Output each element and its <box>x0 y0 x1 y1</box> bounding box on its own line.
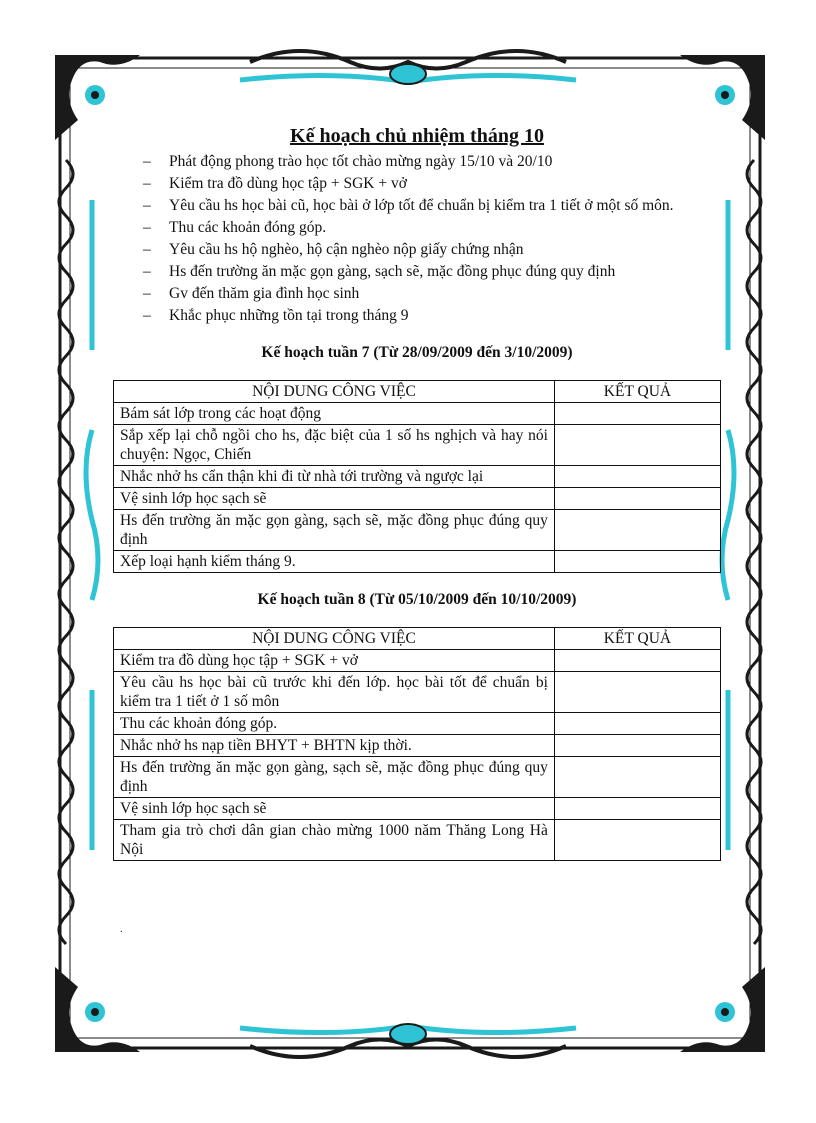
table-row <box>114 403 721 425</box>
task-cell: Kiểm tra đồ dùng học tập + SGK + vở <box>114 650 555 672</box>
list-item-text: Yêu cầu hs học bài cũ, học bài ở lớp tốt để chuẩn bị kiểm tra 1 tiết ở một số môn. <box>169 197 674 214</box>
result-cell <box>554 425 720 466</box>
list-item-text: Thu các khoản đóng góp. <box>169 219 327 236</box>
task-cell: Hs đến trường ăn mặc gọn gàng, sạch sẽ, mặc đồng phục đúng quy định <box>114 757 555 798</box>
table-row <box>114 757 721 798</box>
table-row <box>114 551 721 573</box>
result-cell <box>554 403 720 425</box>
task-cell: Vệ sinh lớp học sạch sẽ <box>114 488 555 510</box>
table-row <box>114 650 721 672</box>
bullet-dash: – <box>143 241 151 258</box>
result-cell <box>554 672 720 713</box>
bullet-dash: – <box>143 175 151 192</box>
table-header-row <box>114 628 721 650</box>
result-cell <box>554 488 720 510</box>
bullet-dash: – <box>143 153 151 170</box>
task-cell: Tham gia trò chơi dân gian chào mừng 1000 năm Thăng Long Hà Nội <box>114 820 555 861</box>
result-cell <box>554 713 720 735</box>
bullet-dash: – <box>143 197 151 214</box>
table-row <box>114 820 721 861</box>
list-item <box>112 284 722 304</box>
column-header-task: NỘI DUNG CÔNG VIỆC <box>114 628 555 650</box>
table-row <box>114 672 721 713</box>
task-cell: Vệ sinh lớp học sạch sẽ <box>114 798 555 820</box>
column-header-result: KẾT QUẢ <box>554 628 720 650</box>
bullet-dash: – <box>143 285 151 302</box>
list-item-text: Yêu cầu hs hộ nghèo, hộ cận nghèo nộp giấy chứng nhận <box>169 241 524 258</box>
week8-table <box>113 627 721 861</box>
corner-ornament-bottom-left <box>55 967 140 1052</box>
week7-heading: Kế hoạch tuần 7 (Từ 28/09/2009 đến 3/10/2009) <box>261 344 573 361</box>
list-item <box>112 174 722 194</box>
result-cell <box>554 757 720 798</box>
table-row <box>114 488 721 510</box>
bottom-center-ornament <box>240 1024 576 1057</box>
task-cell: Nhắc nhở hs cẩn thận khi đi từ nhà tới trường và ngược lại <box>114 466 555 488</box>
list-item <box>112 218 722 238</box>
week8-heading: Kế hoạch tuần 8 (Từ 05/10/2009 đến 10/10/2009) <box>257 591 577 608</box>
result-cell <box>554 510 720 551</box>
result-cell <box>554 820 720 861</box>
monthly-plan-list <box>112 152 722 326</box>
list-item <box>112 152 722 172</box>
table-row <box>114 798 721 820</box>
table-row <box>114 425 721 466</box>
list-item-text: Hs đến trường ăn mặc gọn gàng, sạch sẽ, mặc đồng phục đúng quy định <box>169 263 616 280</box>
table-row <box>114 713 721 735</box>
bullet-dash: – <box>143 307 151 324</box>
document-body <box>112 122 722 861</box>
result-cell <box>554 735 720 757</box>
table-header-row <box>114 381 721 403</box>
task-cell: Sắp xếp lại chỗ ngồi cho hs, đặc biệt của 1 số hs nghịch và hay nói chuyện: Ngọc, Chiến <box>114 425 555 466</box>
table-row <box>114 510 721 551</box>
week7-table <box>113 380 721 573</box>
list-item-text: Gv đến thăm gia đình học sinh <box>169 285 360 302</box>
task-cell: Xếp loại hạnh kiểm tháng 9. <box>114 551 555 573</box>
footer-mark: . <box>120 924 123 935</box>
result-cell <box>554 551 720 573</box>
task-cell: Hs đến trường ăn mặc gọn gàng, sạch sẽ, mặc đồng phục đúng quy định <box>114 510 555 551</box>
task-cell: Bám sát lớp trong các hoạt động <box>114 403 555 425</box>
list-item-text: Phát động phong trào học tốt chào mừng ngày 15/10 và 20/10 <box>169 153 553 170</box>
bullet-dash: – <box>143 219 151 236</box>
list-item-text: Kiểm tra đồ dùng học tập + SGK + vở <box>169 175 407 192</box>
page-title: Kế hoạch chủ nhiệm tháng 10 <box>290 125 544 147</box>
task-cell: Thu các khoản đóng góp. <box>114 713 555 735</box>
list-item <box>112 240 722 260</box>
list-item-text: Khắc phục những tồn tại trong tháng 9 <box>169 307 409 324</box>
table-row <box>114 735 721 757</box>
column-header-result: KẾT QUẢ <box>554 381 720 403</box>
task-cell: Yêu cầu hs học bài cũ trước khi đến lớp. học bài tốt để chuẩn bị kiểm tra 1 tiết ở 1 số môn <box>114 672 555 713</box>
result-cell <box>554 650 720 672</box>
column-header-task: NỘI DUNG CÔNG VIỆC <box>114 381 555 403</box>
corner-ornament-bottom-right <box>680 967 765 1052</box>
result-cell <box>554 798 720 820</box>
list-item <box>112 306 722 326</box>
result-cell <box>554 466 720 488</box>
bullet-dash: – <box>143 263 151 280</box>
list-item <box>112 262 722 282</box>
left-side-accent <box>86 200 98 850</box>
table-row <box>114 466 721 488</box>
task-cell: Nhắc nhở hs nạp tiền BHYT + BHTN kịp thời. <box>114 735 555 757</box>
list-item <box>112 196 722 216</box>
right-side-accent <box>722 200 734 850</box>
